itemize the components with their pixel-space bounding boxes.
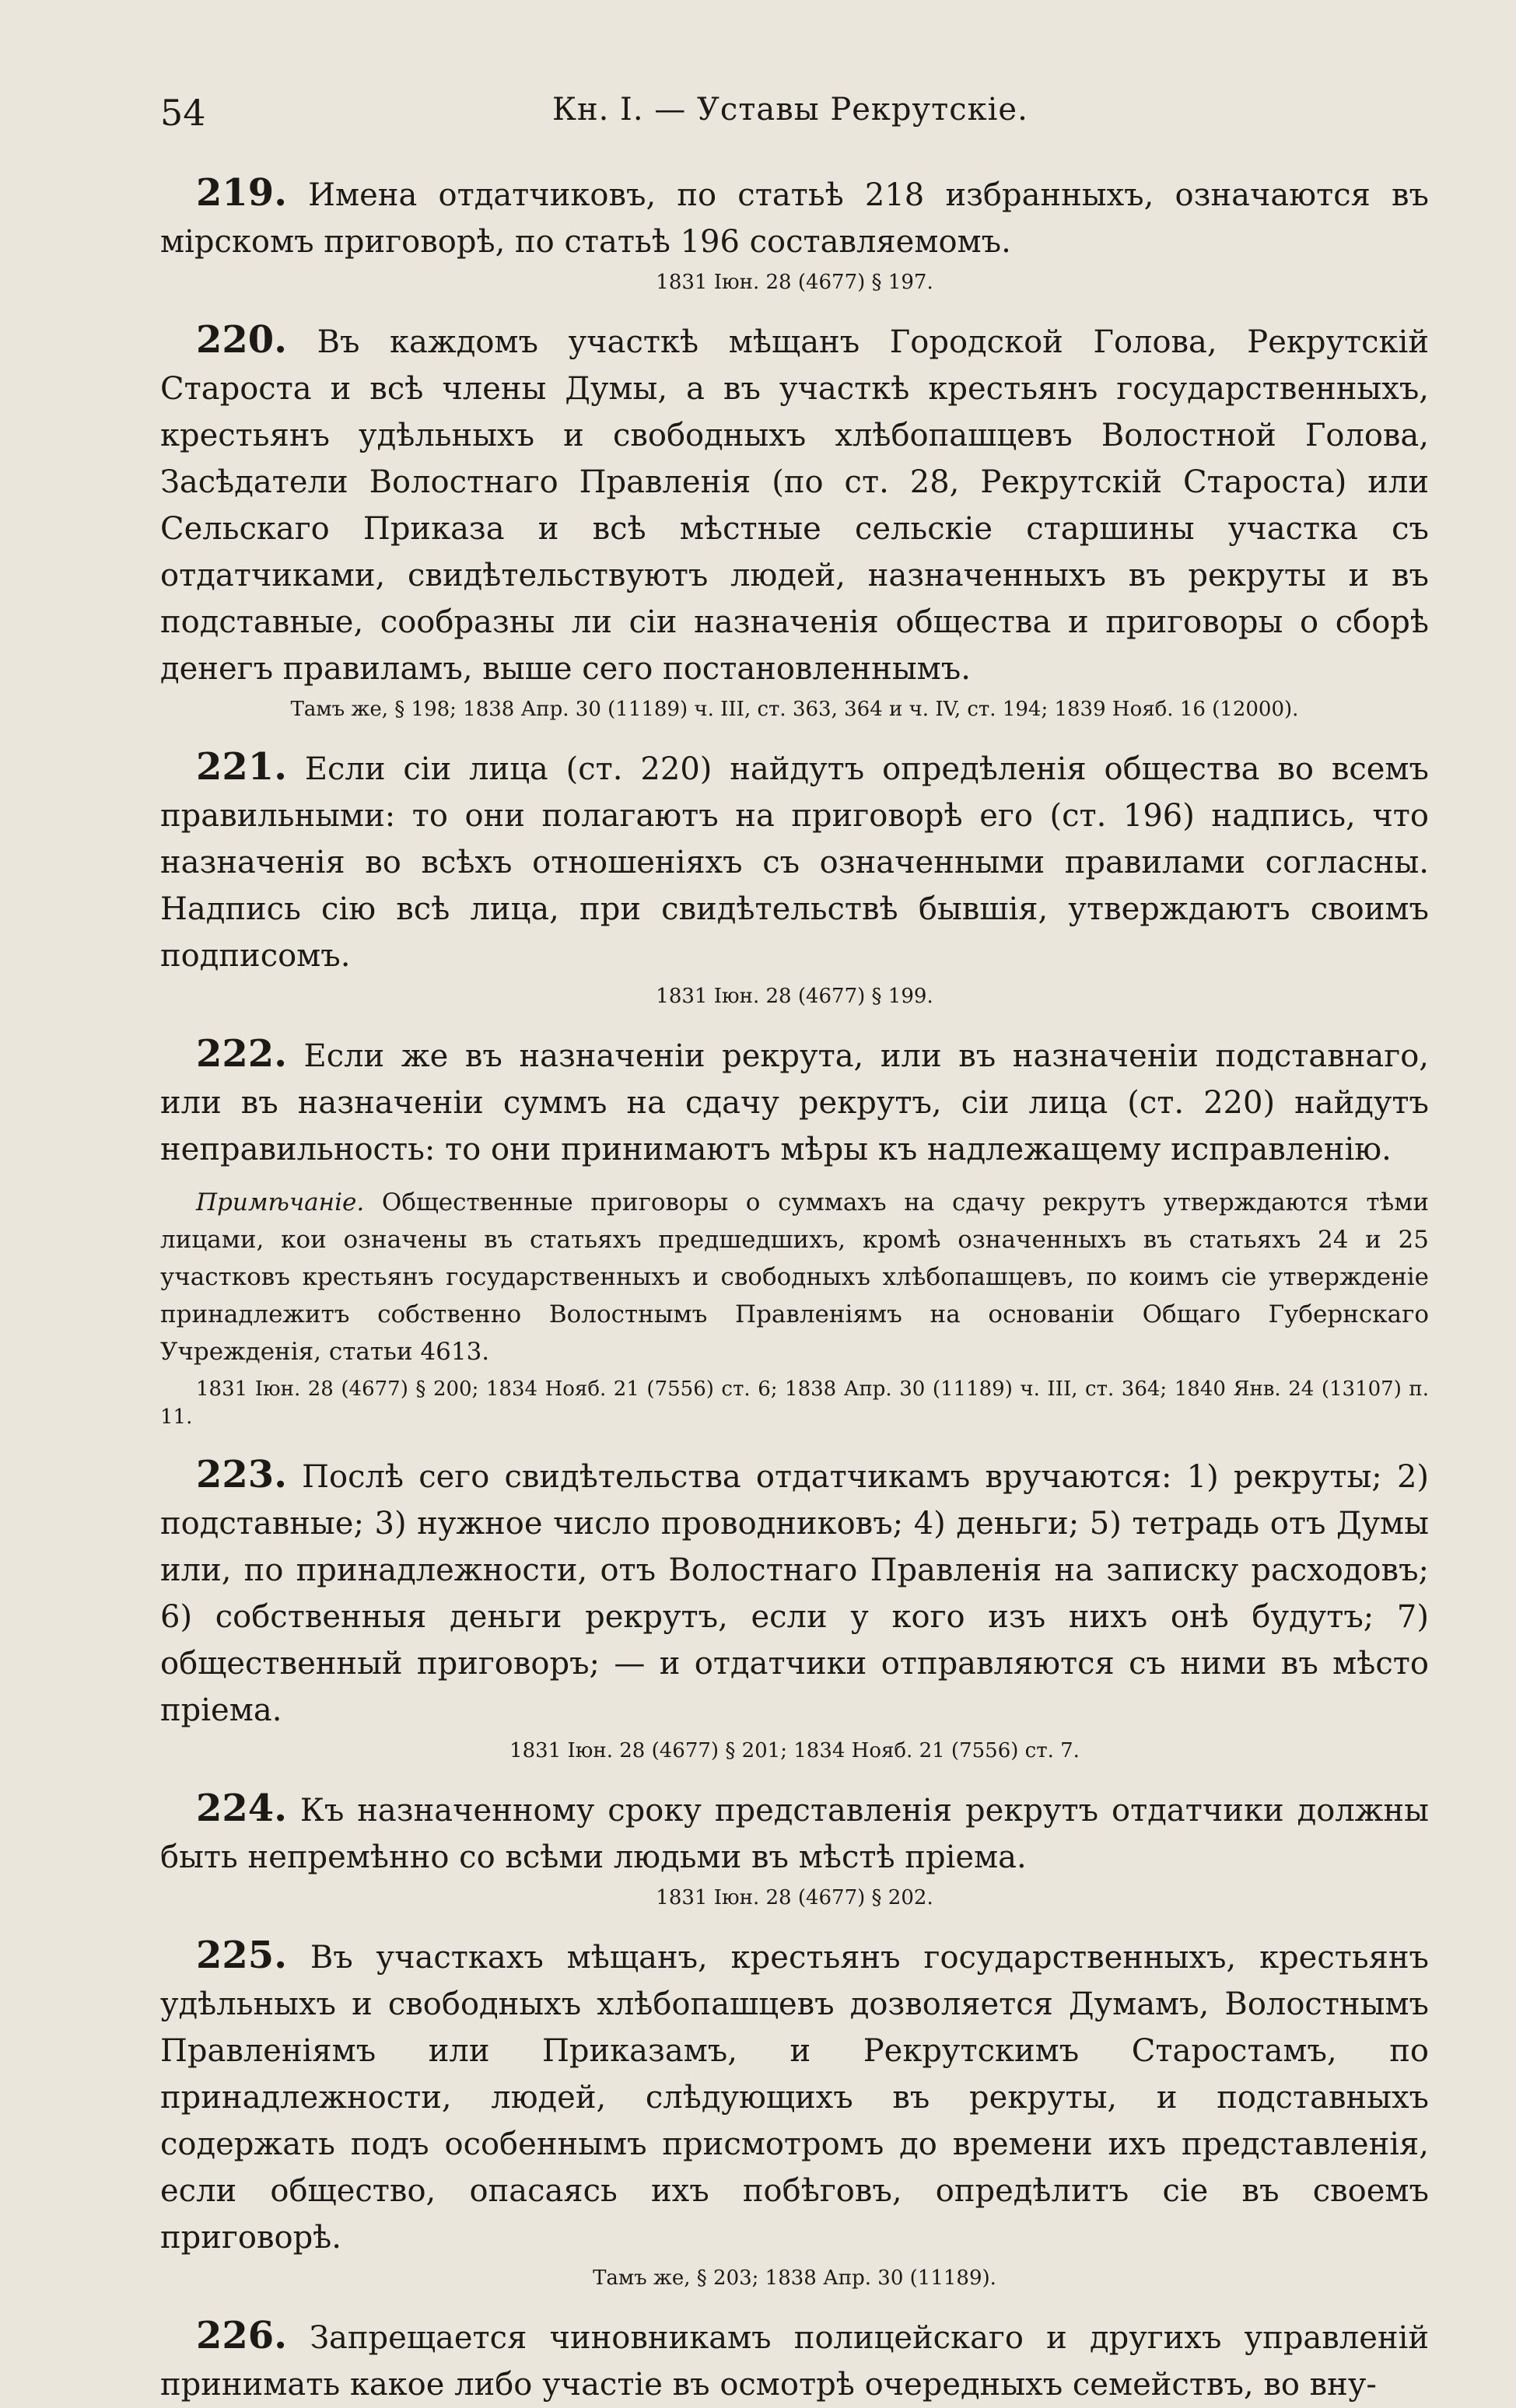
article-text: Если же въ назначеніи рекрута, или въ назначеніи подставнаго, или въ назначеніи суммъ на сдачу рекрутъ, сіи лица (ст. 220) найдутъ неправильность: то они принимаютъ мѣры къ надлежащему исправленію. [160, 1038, 1430, 1167]
article-219 [160, 170, 1429, 265]
article-citation: 1831 Іюн. 28 (4677) § 202. [656, 1886, 933, 1909]
article-number: 225. [196, 1934, 287, 1977]
article-number: 221. [196, 745, 287, 789]
article-citation: 1831 Іюн. 28 (4677) § 197. [656, 271, 933, 294]
article-221 [160, 744, 1429, 979]
article-223 [160, 1451, 1429, 1734]
article-number: 220. [196, 318, 287, 362]
article-number: 224. [196, 1787, 287, 1830]
article-citation: Тамъ же, § 203; 1838 Апр. 30 (11189). [593, 2266, 996, 2290]
article-number: 223. [196, 1453, 287, 1496]
page-number: 54 [160, 92, 206, 134]
article-text: Имена отдатчиковъ, по статьѣ 218 избранныхъ, означаются въ мірскомъ приговорѣ, по статьѣ 196 составляемомъ. [160, 177, 1429, 260]
article-number: 222. [196, 1032, 287, 1076]
article-citation: 1831 Іюн. 28 (4677) § 201; 1834 Нояб. 21 (7556) ст. 7. [509, 1739, 1080, 1762]
article-text: Къ назначенному сроку представленія рекрутъ отдатчики должны быть непремѣнно со всѣми людьми въ мѣстѣ пріема. [160, 1793, 1430, 1875]
article-text: Въ каждомъ участкѣ мѣщанъ Городской Голова, Рекрутскій Староста и всѣ члены Думы, а въ участкѣ крестьянъ государственныхъ, крестьянъ удѣльныхъ и свободныхъ хлѣбопашцевъ Волостной Голова, Засѣдатели Волостнаго Правленія (по ст. 28, Рекрутскій Староста) или Сельскаго Приказа и всѣ мѣстные сельскіе старшины участка съ отдатчиками, свидѣтельствуютъ людей, назначенныхъ въ рекруты и въ подставные, сообразны ли сіи назначенія общества и приговоры о сборѣ денегъ правиламъ, выше сего постановленнымъ. [160, 324, 1429, 687]
article-citation: 1831 Іюн. 28 (4677) § 200; 1834 Нояб. 21 (7556) ст. 6; 1838 Апр. 30 (11189) ч. III, ст. 364; 1840 Янв. 24 (13107) п. 11. [160, 1377, 1429, 1429]
article-citation: Тамъ же, § 198; 1838 Апр. 30 (11189) ч. III, ст. 363, 364 и ч. IV, ст. 194; 1839 Нояб. 16 (12000). [290, 698, 1299, 721]
article-226 [160, 2312, 1429, 2408]
note-label: Примѣчаніе. [196, 1188, 365, 1216]
article-225 [160, 1932, 1429, 2261]
running-title: Кн. I. — Уставы Рекрутскіе. [552, 92, 1028, 128]
page-header [160, 92, 1442, 146]
article-222 [160, 1031, 1429, 1173]
article-number: 219. [196, 171, 287, 215]
document-body [160, 170, 1429, 2408]
article-220 [160, 317, 1429, 692]
article-224 [160, 1785, 1429, 1881]
article-text: Въ участкахъ мѣщанъ, крестьянъ государственныхъ, крестьянъ удѣльныхъ и свободныхъ хлѣбопашцевъ дозволяется Думамъ, Волостнымъ Правленіямъ или Приказамъ, и Рекрутскимъ Старостамъ, по принадлежности, людей, слѣдующихъ въ рекруты, и подставныхъ содержать подъ особеннымъ присмотромъ до времени ихъ представленія, если общество, опасаясь ихъ побѣговъ, опредѣлитъ сіе въ своемъ приговорѣ. [160, 1940, 1429, 2256]
article-text: Если сіи лица (ст. 220) найдутъ опредѣленія общества во всемъ правильными: то они полагаютъ на приговорѣ его (ст. 196) надпись, что назначенія во всѣхъ отношеніяхъ съ означенными правилами согласны. Надпись сію всѣ лица, при свидѣтельствѣ бывшія, утверждаютъ своимъ подписомъ. [160, 751, 1429, 974]
article-number: 226. [196, 2314, 287, 2357]
article-note [160, 1184, 1429, 1370]
article-text: Послѣ сего свидѣтельства отдатчикамъ вручаются: 1) рекруты; 2) подставные; 3) нужное число проводниковъ; 4) деньги; 5) тетрадь отъ Думы или, по принадлежности, отъ Волостнаго Правленія на записку расходовъ; 6) собственныя деньги рекрутъ, если у кого изъ нихъ онѣ будутъ; 7) общественный приговоръ; — и отдатчики отправляются съ ними въ мѣсто пріема. [160, 1459, 1429, 1728]
note-text: Общественные приговоры о суммахъ на сдачу рекрутъ утверждаются тѣми лицами, кои означены въ статьяхъ предшедшихъ, кромѣ означенныхъ въ статьяхъ 24 и 25 участковъ крестьянъ государственныхъ и свободныхъ хлѣбопашцевъ, по коимъ сіе утвержденіе принадлежитъ собственно Волостнымъ Правленіямъ на основаніи Общаго Губернскаго Учрежденія, статьи 4613. [160, 1188, 1429, 1366]
article-citation: 1831 Іюн. 28 (4677) § 199. [656, 985, 933, 1008]
article-text: Запрещается чиновникамъ полицейскаго и другихъ управленій принимать какое либо участіе въ осмотрѣ очередныхъ семействъ, во вну- [160, 2320, 1429, 2403]
